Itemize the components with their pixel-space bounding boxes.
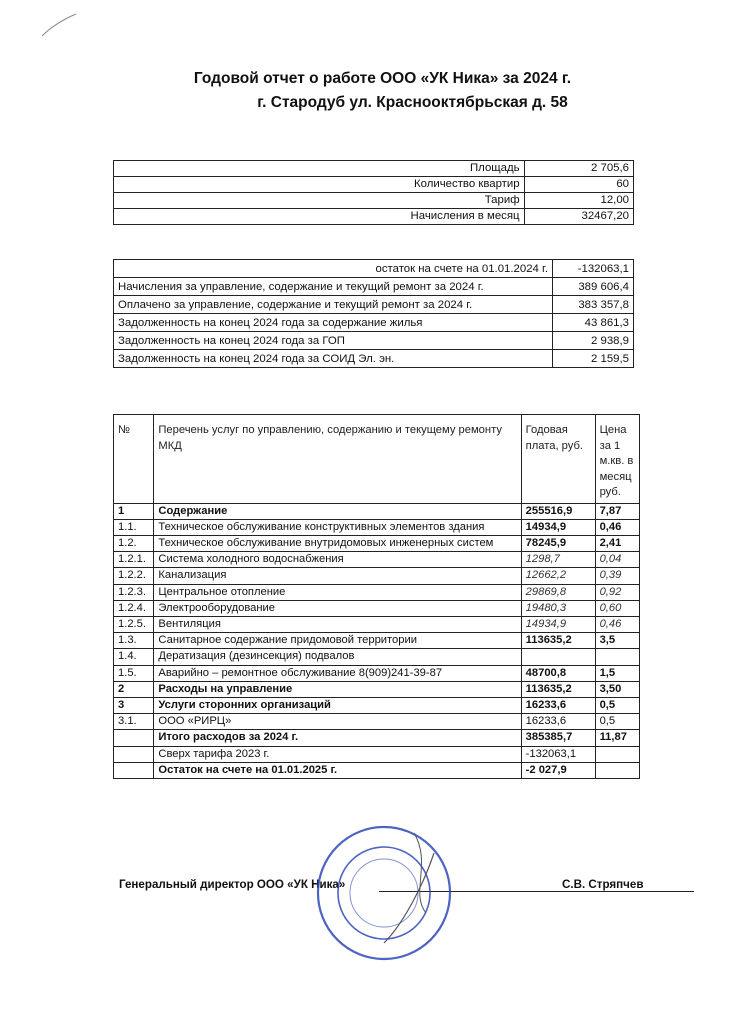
service-name: Остаток на счете на 01.01.2025 г. (154, 762, 521, 778)
service-row (114, 762, 640, 778)
balance-row (114, 314, 634, 332)
signature-title: Генеральный директор ООО «УК Ника» (119, 878, 346, 891)
service-row (114, 665, 640, 681)
service-price (595, 762, 639, 778)
service-row (114, 697, 640, 713)
service-price: 1,5 (595, 665, 639, 681)
service-annual (521, 649, 595, 665)
service-annual: 255516,9 (521, 503, 595, 519)
balance-label: Задолженность на конец 2024 года за содержание жилья (114, 314, 553, 332)
service-num: 1.4. (114, 649, 154, 665)
summary-row (114, 161, 634, 177)
service-row (114, 616, 640, 632)
service-num: 3 (114, 697, 154, 713)
service-price: 7,87 (595, 503, 639, 519)
balance-label: Оплачено за управление, содержание и текущий ремонт за 2024 г. (114, 296, 553, 314)
service-annual: 113635,2 (521, 681, 595, 697)
summary-row (114, 209, 634, 225)
service-price: 0,60 (595, 600, 639, 616)
service-annual: 48700,8 (521, 665, 595, 681)
service-annual: 385385,7 (521, 730, 595, 746)
service-price: 11,87 (595, 730, 639, 746)
service-name: Электрооборудование (154, 600, 521, 616)
service-name: Аварийно – ремонтное обслуживание 8(909)241-39-87 (154, 665, 521, 681)
balance-row (114, 260, 634, 278)
header-price: Цена за 1 м.кв. в месяц руб. (595, 415, 639, 504)
service-row (114, 600, 640, 616)
company-stamp (314, 823, 454, 963)
service-num: 2 (114, 681, 154, 697)
service-annual: 19480,3 (521, 600, 595, 616)
service-annual: 1298,7 (521, 552, 595, 568)
balance-label: Задолженность на конец 2024 года за СОИД Эл. эн. (114, 350, 553, 368)
service-name: Содержание (154, 503, 521, 519)
summary-value: 12,00 (524, 193, 633, 209)
service-name: Техническое обслуживание конструктивных элементов здания (154, 519, 521, 535)
service-num: 1.2. (114, 535, 154, 551)
header-name: Перечень услуг по управлению, содержанию и текущему ремонту МКД (154, 415, 521, 504)
service-name: Вентиляция (154, 616, 521, 632)
summary-table (113, 160, 634, 225)
service-annual: -132063,1 (521, 746, 595, 762)
balance-value: 43 861,3 (553, 314, 634, 332)
service-row (114, 649, 640, 665)
balance-row (114, 296, 634, 314)
service-annual: 113635,2 (521, 633, 595, 649)
service-row (114, 535, 640, 551)
signature-name: С.В. Стряпчев (562, 878, 644, 891)
service-price: 0,39 (595, 568, 639, 584)
balance-label: остаток на счете на 01.01.2024 г. (114, 260, 553, 278)
header-num: № (114, 415, 154, 504)
balance-table (113, 259, 634, 368)
summary-label: Площадь (114, 161, 525, 177)
service-annual: 14934,9 (521, 519, 595, 535)
service-row (114, 552, 640, 568)
service-price: 3,50 (595, 681, 639, 697)
balance-value: 2 159,5 (553, 350, 634, 368)
balance-label: Начисления за управление, содержание и текущий ремонт за 2024 г. (114, 278, 553, 296)
service-num (114, 746, 154, 762)
summary-label: Начисления в месяц (114, 209, 525, 225)
balance-value: -132063,1 (553, 260, 634, 278)
report-title: Годовой отчет о работе ООО «УК Ника» за 2024 г. (193, 70, 572, 87)
service-price (595, 746, 639, 762)
service-annual: 16233,6 (521, 697, 595, 713)
pen-mark-decoration (40, 10, 80, 40)
service-row (114, 730, 640, 746)
balance-value: 389 606,4 (553, 278, 634, 296)
service-name: ООО «РИРЦ» (154, 714, 521, 730)
report-address: г. Стародуб ул. Краснооктябрьская д. 58 (257, 94, 568, 111)
service-name: Центральное отопление (154, 584, 521, 600)
service-num: 1.2.4. (114, 600, 154, 616)
summary-value: 32467,20 (524, 209, 633, 225)
service-annual: 16233,6 (521, 714, 595, 730)
balance-label: Задолженность на конец 2024 года за ГОП (114, 332, 553, 350)
service-name: Итого расходов за 2024 г. (154, 730, 521, 746)
summary-value: 2 705,6 (524, 161, 633, 177)
service-name: Дератизация (дезинсекция) подвалов (154, 649, 521, 665)
service-name: Сверх тарифа 2023 г. (154, 746, 521, 762)
service-price: 0,92 (595, 584, 639, 600)
summary-label: Тариф (114, 193, 525, 209)
balance-row (114, 350, 634, 368)
service-name: Система холодного водоснабжения (154, 552, 521, 568)
service-price: 0,5 (595, 714, 639, 730)
balance-value: 2 938,9 (553, 332, 634, 350)
service-price (595, 649, 639, 665)
service-num: 1 (114, 503, 154, 519)
service-name: Санитарное содержание придомовой территории (154, 633, 521, 649)
service-price: 0,46 (595, 616, 639, 632)
service-price: 0,04 (595, 552, 639, 568)
services-header-row (114, 415, 640, 504)
balance-value: 383 357,8 (553, 296, 634, 314)
service-num: 1.3. (114, 633, 154, 649)
service-num: 1.1. (114, 519, 154, 535)
service-num: 1.2.3. (114, 584, 154, 600)
services-table (113, 414, 640, 779)
service-row (114, 503, 640, 519)
service-name: Расходы на управление (154, 681, 521, 697)
service-num: 3.1. (114, 714, 154, 730)
service-num: 1.2.2. (114, 568, 154, 584)
service-num: 1.2.1. (114, 552, 154, 568)
service-num (114, 730, 154, 746)
service-name: Услуги сторонних организаций (154, 697, 521, 713)
service-row (114, 746, 640, 762)
service-row (114, 633, 640, 649)
service-annual: 14934,9 (521, 616, 595, 632)
service-price: 0,46 (595, 519, 639, 535)
service-row (114, 584, 640, 600)
service-num (114, 762, 154, 778)
summary-value: 60 (524, 177, 633, 193)
service-row (114, 568, 640, 584)
service-row (114, 714, 640, 730)
balance-row (114, 278, 634, 296)
service-price: 3,5 (595, 633, 639, 649)
service-price: 2,41 (595, 535, 639, 551)
service-annual: 29869,8 (521, 584, 595, 600)
service-annual: 12662,2 (521, 568, 595, 584)
service-num: 1.2.5. (114, 616, 154, 632)
summary-row (114, 177, 634, 193)
service-name: Канализация (154, 568, 521, 584)
service-annual: 78245,9 (521, 535, 595, 551)
balance-row (114, 332, 634, 350)
service-name: Техническое обслуживание внутридомовых инженерных систем (154, 535, 521, 551)
header-annual: Годовая плата, руб. (521, 415, 595, 504)
summary-label: Количество квартир (114, 177, 525, 193)
service-num: 1.5. (114, 665, 154, 681)
service-row (114, 681, 640, 697)
service-price: 0,5 (595, 697, 639, 713)
service-row (114, 519, 640, 535)
summary-row (114, 193, 634, 209)
service-annual: -2 027,9 (521, 762, 595, 778)
